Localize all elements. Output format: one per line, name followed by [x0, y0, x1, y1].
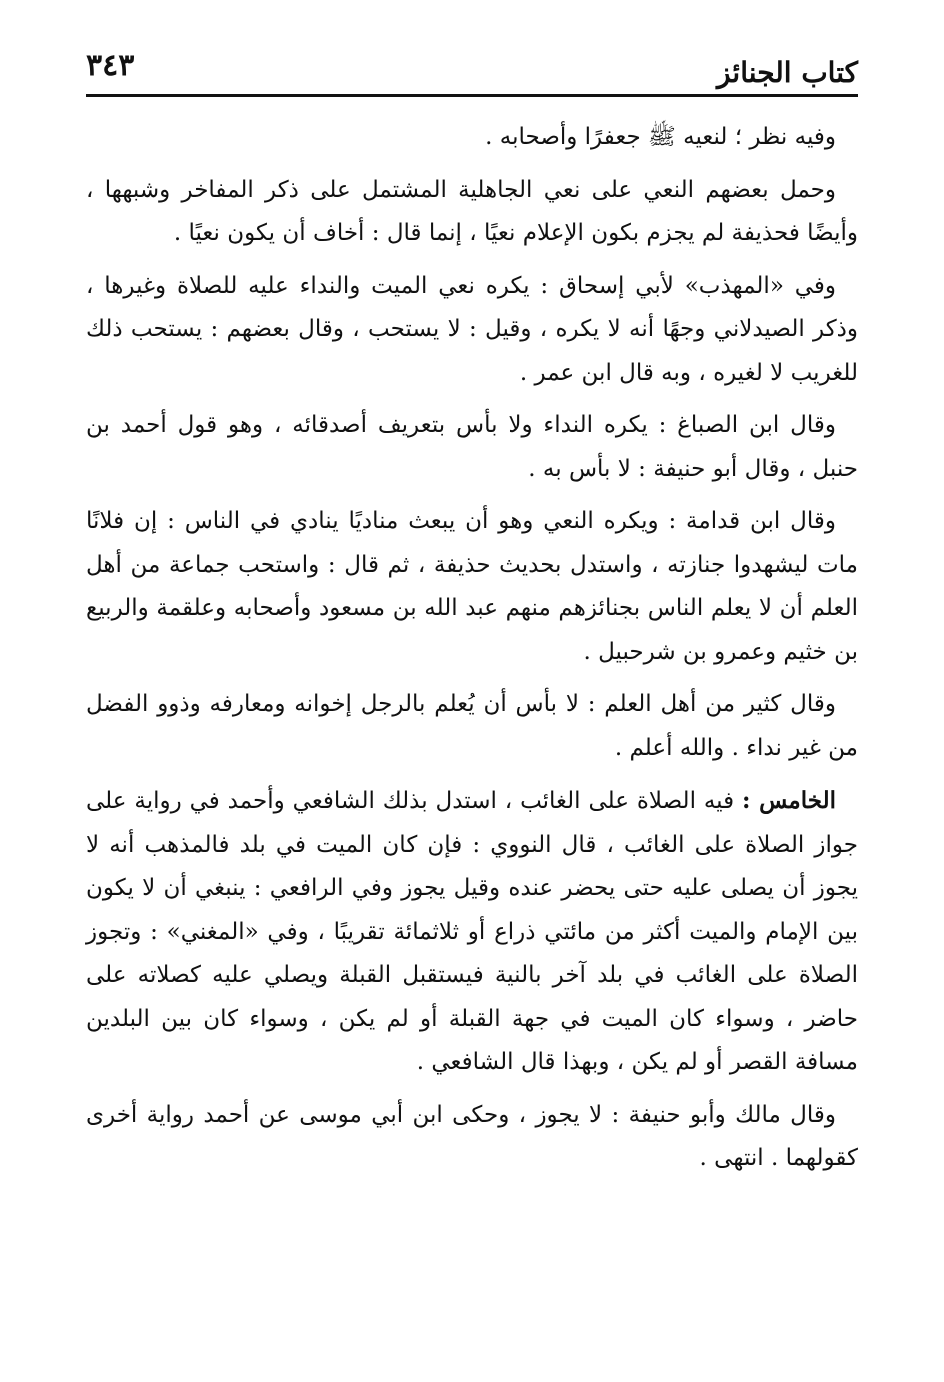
paragraph-text: وقال ابن الصباغ : يكره النداء ولا بأس بتعريف أصدقائه ، وهو قول أحمد بن حنبل ، وقال أبو حنيفة : لا بأس به .	[86, 412, 858, 482]
paragraph-text: وقال ابن قدامة : ويكره النعي وهو أن يبعث مناديًا ينادي في الناس : إن فلانًا مات ليشهدوا جنازته ، واستدل بحديث حذيفة ، ثم قال : واستحب جماعة من أهل العلم أن لا يعلم الناس بجنائزهم منهم عبد الله بن مسعود وأصحابه وعلقمة والربيع بن خثيم وعمرو بن شرحبيل .	[86, 508, 858, 665]
paragraph-text: وحمل بعضهم النعي على نعي الجاهلية المشتمل على ذكر المفاخر وشبهها ، وأيضًا فحذيفة لم يجزم بكون الإعلام نعيًا ، إنما قال : أخاف أن يكون نعيًا .	[86, 176, 858, 246]
paragraph	[86, 404, 858, 491]
paragraph	[86, 265, 858, 396]
paragraph-text: وقال مالك وأبو حنيفة : لا يجوز ، وحكى ابن أبي موسى عن أحمد رواية أخرى كقولهما . انتهى .	[86, 1101, 858, 1171]
page-number: ٣٤٣	[86, 48, 135, 83]
paragraph-text: وقال كثير من أهل العلم : لا بأس أن يُعلم بالرجل إخوانه ومعارفه وذوو الفضل من غير نداء . والله أعلم .	[86, 691, 858, 761]
paragraph	[86, 500, 858, 674]
header-rule	[86, 94, 858, 97]
section-lead: الخامس :	[742, 787, 836, 814]
running-title: كتاب الجنائز	[716, 56, 858, 89]
paragraph-text: وفي «المهذب» لأبي إسحاق : يكره نعي الميت والنداء عليه للصلاة وغيرها ، وذكر الصيدلاني وجهًا أنه لا يكره ، وقيل : لا يستحب ، وقال بعضهم : يستحب ذلك للغريب لا لغيره ، وبه قال ابن عمر .	[86, 272, 858, 386]
paragraph-text: فيه الصلاة على الغائب ، استدل بذلك الشافعي وأحمد في رواية على جواز الصلاة على الغائب ، قال النووي : فإن كان الميت في بلد فالمذهب أنه لا يجوز أن يصلى عليه حتى يحضر عنده وقيل يجوز وفي الرافعي : ينبغي أن لا يكون بين الإمام والميت أكثر من مائتي ذراع أو ثلاثمائة تقريبًا ، وفي «المغني» : وتجوز الصلاة على الغائب في بلد آخر بالنية فيستقبل القبلة ويصلي عليه كصلاته على حاضر ، وسواء كان الميت في جهة القبلة أو لم يكن ، وسواء كان بين البلدين مسافة القصر أو لم يكن ، وبهذا قال الشافعي .	[86, 788, 858, 1075]
paragraph	[86, 779, 858, 1085]
paragraph	[86, 169, 858, 256]
paragraph	[86, 683, 858, 770]
paragraph	[86, 1094, 858, 1181]
page-body	[86, 116, 858, 1190]
paragraph	[86, 116, 858, 160]
page-header	[86, 44, 858, 96]
paragraph-text: وفيه نظر ؛ لنعيه ﷺ جعفرًا وأصحابه .	[485, 124, 836, 150]
